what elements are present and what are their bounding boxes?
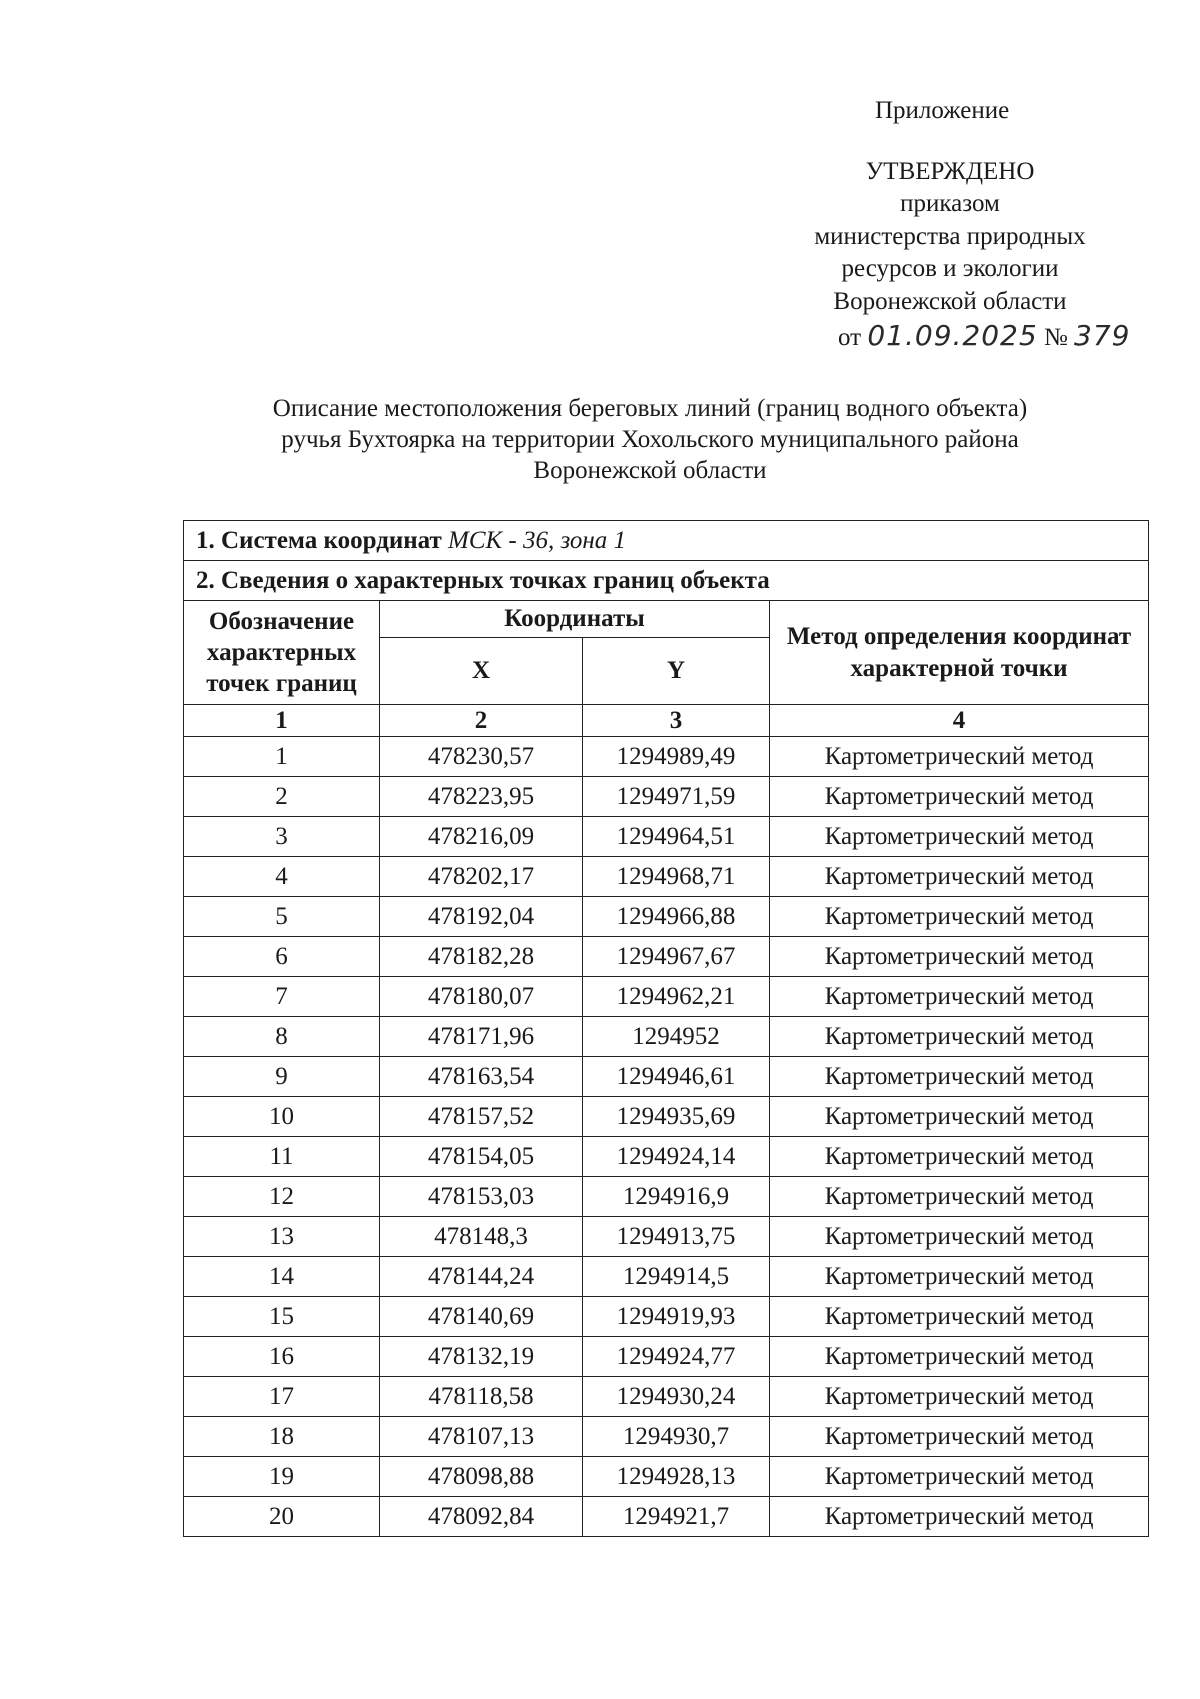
header-x: X xyxy=(380,638,583,705)
x-coordinate-cell: 478180,07 xyxy=(380,977,583,1017)
method-cell: Картометрический метод xyxy=(770,937,1149,977)
method-cell: Картометрический метод xyxy=(770,977,1149,1017)
table-row xyxy=(184,1097,1149,1137)
appendix-label: Приложение xyxy=(875,97,1010,124)
approval-line: приказом xyxy=(900,190,1000,217)
x-coordinate-cell: 478182,28 xyxy=(380,937,583,977)
method-cell: Картометрический метод xyxy=(770,897,1149,937)
point-number-cell: 4 xyxy=(184,857,380,897)
y-coordinate-cell: 1294968,71 xyxy=(583,857,770,897)
approval-line: Воронежской области xyxy=(833,287,1067,315)
point-number-cell: 12 xyxy=(184,1177,380,1217)
y-coordinate-cell: 1294971,59 xyxy=(583,777,770,817)
y-coordinate-cell: 1294962,21 xyxy=(583,977,770,1017)
table-row xyxy=(184,817,1149,857)
method-cell: Картометрический метод xyxy=(770,1457,1149,1497)
x-coordinate-cell: 478163,54 xyxy=(380,1057,583,1097)
method-cell: Картометрический метод xyxy=(770,1257,1149,1297)
header-coordinates: Координаты xyxy=(380,601,770,638)
method-cell: Картометрический метод xyxy=(770,1057,1149,1097)
x-coordinate-cell: 478223,95 xyxy=(380,777,583,817)
y-coordinate-cell: 1294919,93 xyxy=(583,1297,770,1337)
point-number-cell: 17 xyxy=(184,1377,380,1417)
y-coordinate-cell: 1294966,88 xyxy=(583,897,770,937)
table-row xyxy=(184,1417,1149,1457)
x-coordinate-cell: 478230,57 xyxy=(380,737,583,777)
handwritten-order-number: 379 xyxy=(1074,319,1131,352)
approval-line: министерства природных xyxy=(814,222,1086,250)
table-row xyxy=(184,977,1149,1017)
title-line: ручья Бухтоярка на территории Хохольского муниципального района xyxy=(281,426,1019,453)
y-coordinate-cell: 1294935,69 xyxy=(583,1097,770,1137)
point-number-cell: 16 xyxy=(184,1337,380,1377)
point-number-cell: 11 xyxy=(184,1137,380,1177)
y-coordinate-cell: 1294930,24 xyxy=(583,1377,770,1417)
table-row xyxy=(184,1017,1149,1057)
x-coordinate-cell: 478107,13 xyxy=(380,1417,583,1457)
coordinate-system-cell xyxy=(184,521,1149,561)
y-coordinate-cell: 1294928,13 xyxy=(583,1457,770,1497)
header-y: Y xyxy=(583,638,770,705)
table-row xyxy=(184,1457,1149,1497)
point-number-cell: 6 xyxy=(184,937,380,977)
title-line: Описание местоположения береговых линий (границ водного объекта) xyxy=(272,395,1028,422)
order-date-line xyxy=(838,319,1131,355)
title-line: Воронежской области xyxy=(533,457,767,484)
column-number: 4 xyxy=(770,705,1149,737)
point-number-cell: 13 xyxy=(184,1217,380,1257)
method-cell: Картометрический метод xyxy=(770,1497,1149,1537)
point-number-cell: 5 xyxy=(184,897,380,937)
header-row-main xyxy=(184,601,1149,638)
table-row xyxy=(184,937,1149,977)
method-cell: Картометрический метод xyxy=(770,1297,1149,1337)
table-row xyxy=(184,737,1149,777)
table-row xyxy=(184,1377,1149,1417)
x-coordinate-cell: 478153,03 xyxy=(380,1177,583,1217)
header-method: Метод определения координат характерной точки xyxy=(770,601,1149,705)
table-row xyxy=(184,777,1149,817)
y-coordinate-cell: 1294989,49 xyxy=(583,737,770,777)
approved-stamp-text: УТВЕРЖДЕНО xyxy=(865,157,1035,185)
method-cell: Картометрический метод xyxy=(770,1097,1149,1137)
table-row xyxy=(184,1137,1149,1177)
coordinate-system-label: 1. Система координат xyxy=(196,526,442,554)
y-coordinate-cell: 1294913,75 xyxy=(583,1217,770,1257)
table-row xyxy=(184,1217,1149,1257)
x-coordinate-cell: 478140,69 xyxy=(380,1297,583,1337)
x-coordinate-cell: 478202,17 xyxy=(380,857,583,897)
method-cell: Картометрический метод xyxy=(770,777,1149,817)
y-coordinate-cell: 1294930,7 xyxy=(583,1417,770,1457)
table-row xyxy=(184,1057,1149,1097)
method-cell: Картометрический метод xyxy=(770,857,1149,897)
y-coordinate-cell: 1294921,7 xyxy=(583,1497,770,1537)
table-row xyxy=(184,1497,1149,1537)
x-coordinate-cell: 478216,09 xyxy=(380,817,583,857)
point-number-cell: 20 xyxy=(184,1497,380,1537)
point-number-cell: 1 xyxy=(184,737,380,777)
points-info-cell: 2. Сведения о характерных точках границ объекта xyxy=(184,561,1149,601)
point-number-cell: 8 xyxy=(184,1017,380,1057)
method-cell: Картометрический метод xyxy=(770,1217,1149,1257)
table-row xyxy=(184,1257,1149,1297)
document-title xyxy=(190,393,1110,486)
point-number-cell: 19 xyxy=(184,1457,380,1497)
x-coordinate-cell: 478192,04 xyxy=(380,897,583,937)
point-number-cell: 2 xyxy=(184,777,380,817)
method-cell: Картометрический метод xyxy=(770,1377,1149,1417)
x-coordinate-cell: 478154,05 xyxy=(380,1137,583,1177)
number-prefix: № xyxy=(1043,324,1068,351)
method-cell: Картометрический метод xyxy=(770,1337,1149,1377)
x-coordinate-cell: 478171,96 xyxy=(380,1017,583,1057)
section-row-points-info xyxy=(184,561,1149,601)
approval-block xyxy=(780,95,1131,355)
coordinates-table xyxy=(183,520,1149,1537)
method-cell: Картометрический метод xyxy=(770,1137,1149,1177)
method-cell: Картометрический метод xyxy=(770,1017,1149,1057)
x-coordinate-cell: 478157,52 xyxy=(380,1097,583,1137)
y-coordinate-cell: 1294914,5 xyxy=(583,1257,770,1297)
y-coordinate-cell: 1294924,14 xyxy=(583,1137,770,1177)
point-number-cell: 15 xyxy=(184,1297,380,1337)
x-coordinate-cell: 478118,58 xyxy=(380,1377,583,1417)
y-coordinate-cell: 1294964,51 xyxy=(583,817,770,857)
column-number: 2 xyxy=(380,705,583,737)
y-coordinate-cell: 1294952 xyxy=(583,1017,770,1057)
coordinate-system-value: МСК - 36, зона 1 xyxy=(448,526,627,554)
point-number-cell: 14 xyxy=(184,1257,380,1297)
column-number: 1 xyxy=(184,705,380,737)
y-coordinate-cell: 1294924,77 xyxy=(583,1337,770,1377)
header-designation: Обозначение характерных точек границ xyxy=(184,601,380,705)
point-number-cell: 3 xyxy=(184,817,380,857)
column-number-row xyxy=(184,705,1149,737)
method-cell: Картометрический метод xyxy=(770,1177,1149,1217)
y-coordinate-cell: 1294946,61 xyxy=(583,1057,770,1097)
table-row xyxy=(184,1337,1149,1377)
approval-line: ресурсов и экологии xyxy=(841,255,1059,282)
method-cell: Картометрический метод xyxy=(770,737,1149,777)
point-number-cell: 9 xyxy=(184,1057,380,1097)
method-cell: Картометрический метод xyxy=(770,817,1149,857)
point-number-cell: 10 xyxy=(184,1097,380,1137)
table-row xyxy=(184,857,1149,897)
point-number-cell: 7 xyxy=(184,977,380,1017)
table-row xyxy=(184,1177,1149,1217)
date-prefix: от xyxy=(838,324,862,351)
point-number-cell: 18 xyxy=(184,1417,380,1457)
method-cell: Картометрический метод xyxy=(770,1417,1149,1457)
table-row xyxy=(184,1297,1149,1337)
x-coordinate-cell: 478098,88 xyxy=(380,1457,583,1497)
y-coordinate-cell: 1294916,9 xyxy=(583,1177,770,1217)
x-coordinate-cell: 478092,84 xyxy=(380,1497,583,1537)
section-row-coordinate-system xyxy=(184,521,1149,561)
x-coordinate-cell: 478144,24 xyxy=(380,1257,583,1297)
x-coordinate-cell: 478148,3 xyxy=(380,1217,583,1257)
handwritten-date: 01.09.2025 xyxy=(867,319,1038,352)
column-number: 3 xyxy=(583,705,770,737)
y-coordinate-cell: 1294967,67 xyxy=(583,937,770,977)
x-coordinate-cell: 478132,19 xyxy=(380,1337,583,1377)
table-body xyxy=(184,737,1149,1537)
table-header xyxy=(184,521,1149,737)
table-row xyxy=(184,897,1149,937)
